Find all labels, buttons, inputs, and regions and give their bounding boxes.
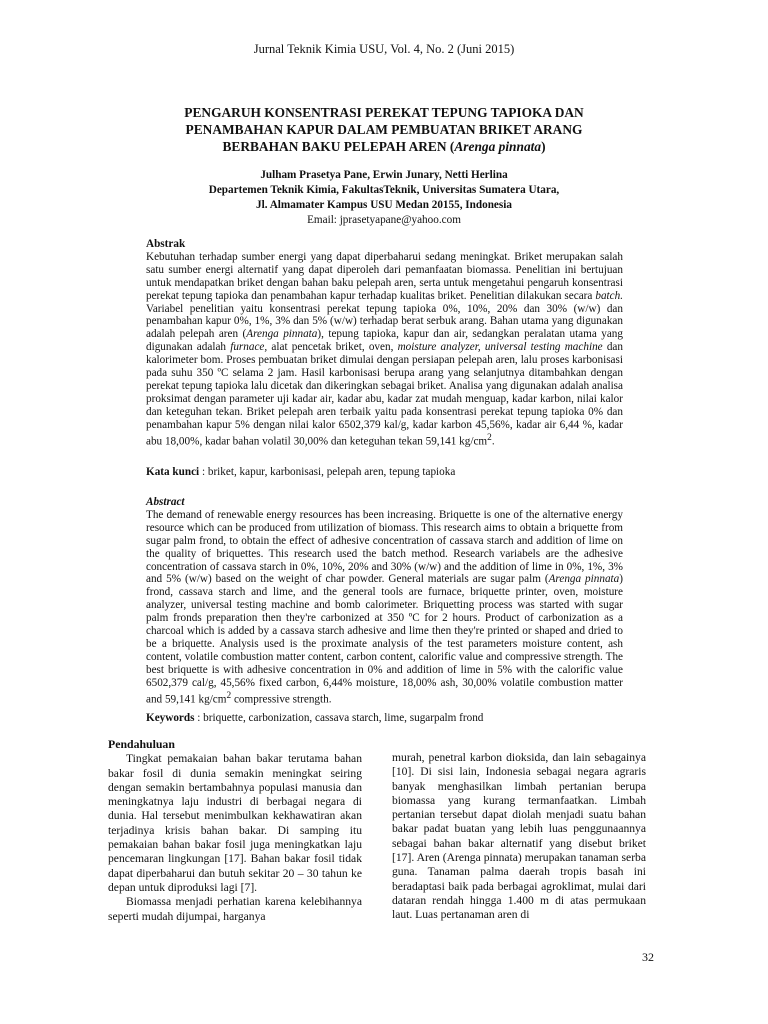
paper-title	[130, 104, 638, 155]
title-line-3: BERBAHAN BAKU PELEPAH AREN (Arenga pinnata)	[222, 139, 546, 154]
authors: Julham Prasetya Pane, Erwin Junary, Netti Herlina	[260, 169, 508, 181]
paragraph: Tingkat pemakaian bahan bakar terutama bahan bakar fosil di dunia semakin meningkat seiring dengan semakin bertambahnya populasi manusia dan meningkatnya laju industri di berbagai negara di dunia. Hal tersebut menimbulkan kekhawatiran akan terjadinya krisis bahan bakar. Di samping itu pemakaian bahan bakar fosil juga meningkatkan laju pencemaran lingkungan [17]. Bahan bakar fosil tidak dapat diperbaharui dan butuh sekitar 20 – 30 tahun ke depan untuk diproduksi lagi [7].	[108, 752, 362, 894]
paragraph: Biomassa menjadi perhatian karena kelebihannya seperti mudah dijumpai, harganya	[108, 895, 362, 923]
paragraph: murah, penetral karbon dioksida, dan lain sebagainya [10]. Di sisi lain, Indonesia sebagai negara agraris banyak menghasilkan limbah pertanian berupa biomassa yang kurang termanfaatkan. Limbah pertanian tersebut dapat diolah menjadi suatu bahan bakar padat buatan yang lebih luas penggunaannya sebagai bahan bakar alternatif yang disebut briket [17]. Aren (Arenga pinnata) merupakan tanaman serba guna. Tanaman palma daerah tropis basah ini beradaptasi baik pada berbagai agroklimat, mulai dari dataran rendah hingga 1.400 m di atas permukaan laut. Luas pertanaman aren di	[392, 751, 646, 922]
affiliation-2: Jl. Almamater Kampus USU Medan 20155, Indonesia	[256, 199, 512, 211]
author-block	[130, 168, 638, 228]
page-number: 32	[642, 950, 654, 964]
abstract-heading: Abstract	[146, 496, 185, 508]
abstract-body: The demand of renewable energy resources has been increasing. Briquette is one of the alternative energy resource which can be produced from utilization of biomass. This research aims to obtain a briquette from sugar palm frond, to obtain the effect of adhesive concentration of cassava starch and addition of lime on the quality of briquettes. This research used the batch method. Research variabels are the adhesive concentration of cassava starch in 0%, 10%, 20% and 30% (w/w) and the addition of lime in 0%, 1%, 3% and 5% (w/w) based on the weight of char powder. General materials are sugar palm (Arenga pinnata) frond, cassava starch and lime, and the general tools are furnace, briquette printer, oven, moisture analyzer, universal testing machine and bomb calorimeter. Briquetting process was started with sugar palm fronds preparation then they're carbonized at 350 ºC for 2 hours. Product of carbonization as a charcoal which is added by a cassava starch adhesive and lime then they're printed or shaped and dried to be a briquette. Analysis used is the proximate analysis of the test parameters moisture content, ash content, volatile combustion matter content, carbon content, calorific value and compressive strength. The best briquette is with adhesive concentration in 0% and addition of lime in 5% with the calorific value 6502,379 cal/g, 45,56% fixed carbon, 6,44% moisture, 18,00% ash, 30,00% volatile combustion matter and 59,141 $kg/cm^2$ compressive strength.	[146, 508, 623, 706]
journal-header: Jurnal Teknik Kimia USU, Vol. 4, No. 2 (Juni 2015)	[253, 42, 515, 56]
abstrak-section	[146, 238, 623, 448]
abstrak-body: Kebutuhan terhadap sumber energi yang dapat diperbaharui sedang meningkat. Briket merupakan salah satu sumber energi alternatif yang dapat diperoleh dari pemanfaatan biomassa. Penelitian ini bertujuan untuk mendapatkan briket dengan bahan baku pelepah aren, serta untuk mengetahui pengaruh konsentrasi perekat tepung tapioka dan penambahan kapur terhadap kualitas briket. Penelitian dilakukan secara batch. Variabel penelitian yaitu konsentrasi perekat tepung tapioka 0%, 10%, 20% dan 30% (w/w) dan penambahan kapur 0%, 1%, 3% dan 5% (w/w) terhadap berat serbuk arang. Bahan utama yang digunakan adalah pelepah aren (Arenga pinnata), tepung tapioka, kapur dan air, sedangkan peralatan utama yang digunakan adalah furnace, alat pencetak briket, oven, moisture analyzer, universal testing machine dan kalorimeter bom. Proses pembuatan briket dimulai dengan persiapan pelepah aren, lalu proses karbonisasi pada suhu 350 ºC selama 2 jam. Hasil karbonisasi berupa arang yang selanjutnya ditambahkan dengan perekat tepung tapioka lalu dicetak dan dikeringkan sebagai briket. Analisa yang digunakan adalah analisa proksimat dengan parameter uji kadar air, kadar abu, kadar zat mudah menguap, kadar karbon, nilai kalor dan keteguhan tekan. Briket pelepah aren terbaik yaitu pada konsentrasi perekat tepung tapioka 0% dan penambahan kapur 5% dengan nilai kalor 6502,379 kal/g, kadar karbon 45,56%, kadar air 6,44 %, kadar abu 18,00%, kadar bahan volatil 30,00% dan keteguhan tekan 59,141 $kg/cm^2$.	[146, 250, 623, 448]
title-line-2: PENAMBAHAN KAPUR DALAM PEMBUATAN BRIKET ARANG	[185, 122, 583, 137]
email: Email: jprasetyapane@yahoo.com	[307, 214, 461, 226]
abstract-section	[146, 496, 623, 706]
keywords: Keywords : briquette, carbonization, cassava starch, lime, sugarpalm frond	[146, 712, 484, 724]
right-column	[392, 751, 646, 923]
kata-kunci: Kata kunci : briket, kapur, karbonisasi, pelepah aren, tepung tapioka	[146, 466, 456, 478]
section-heading-pendahuluan: Pendahuluan	[108, 737, 175, 751]
left-column	[108, 737, 362, 924]
abstrak-heading: Abstrak	[146, 238, 186, 250]
affiliation-1: Departemen Teknik Kimia, FakultasTeknik, Universitas Sumatera Utara,	[208, 184, 560, 196]
title-line-1: PENGARUH KONSENTRASI PEREKAT TEPUNG TAPIOKA DAN	[184, 105, 584, 120]
